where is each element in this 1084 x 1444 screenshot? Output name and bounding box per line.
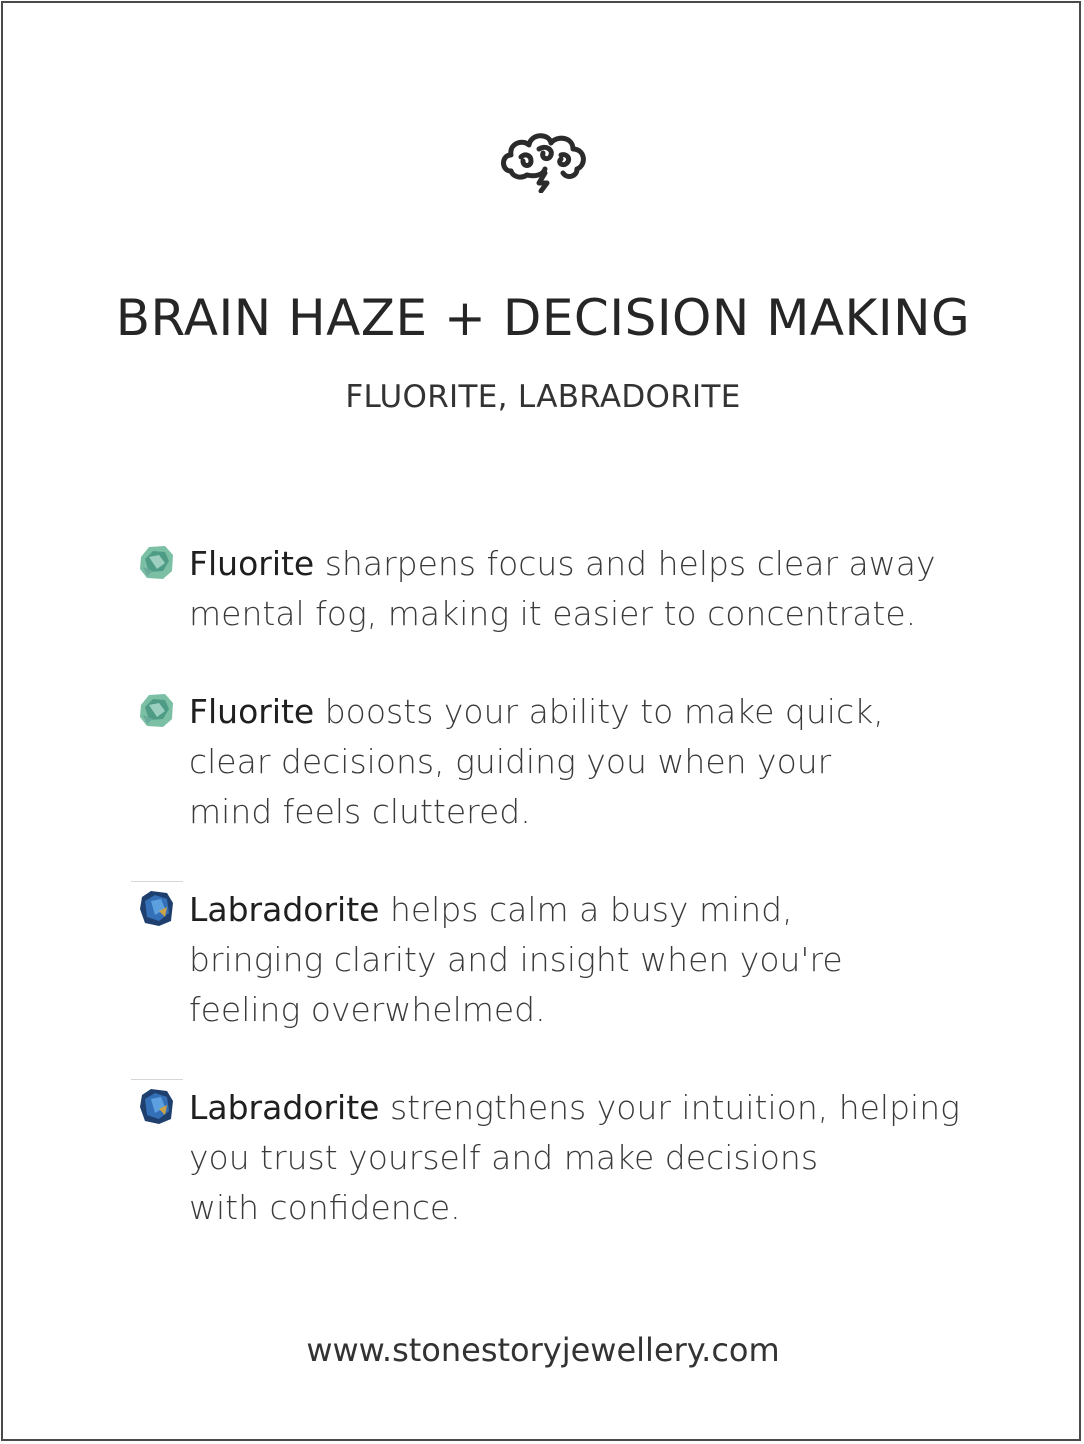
page-title: BRAIN HAZE + DECISION MAKING bbox=[115, 288, 971, 347]
benefit-line: you trust yourself and make decisions bbox=[189, 1138, 819, 1177]
benefit-text bbox=[189, 885, 995, 1035]
benefit-item-labradorite-intuition bbox=[135, 1083, 995, 1233]
divider bbox=[131, 881, 183, 882]
labradorite-stone-icon bbox=[135, 1085, 177, 1127]
benefit-line: bringing clarity and insight when you're bbox=[189, 940, 843, 979]
benefit-line: boosts your ability to make quick, bbox=[324, 692, 884, 731]
benefit-line: sharpens focus and helps clear away bbox=[324, 544, 936, 583]
stone-name: Labradorite bbox=[189, 1088, 380, 1127]
benefit-text bbox=[189, 1083, 995, 1233]
stone-name: Fluorite bbox=[189, 544, 315, 583]
stones-subtitle: FLUORITE, LABRADORITE bbox=[345, 379, 741, 415]
info-card bbox=[1, 1, 1081, 1441]
benefit-line: feeling overwhelmed. bbox=[189, 990, 546, 1029]
benefit-line: strengthens your intuition, helping bbox=[389, 1088, 960, 1127]
benefit-line: with confidence. bbox=[189, 1188, 461, 1227]
benefit-item-fluorite-focus bbox=[135, 539, 995, 639]
brain-lightning-icon bbox=[499, 127, 591, 193]
benefit-text bbox=[189, 539, 995, 639]
divider bbox=[131, 1079, 183, 1080]
benefit-item-labradorite-calm bbox=[135, 885, 995, 1035]
benefit-item-fluorite-decisions bbox=[135, 687, 995, 837]
fluorite-stone-icon bbox=[135, 541, 177, 583]
fluorite-stone-icon bbox=[135, 689, 177, 731]
benefit-line: mental fog, making it easier to concentrate. bbox=[189, 594, 917, 633]
benefit-line: helps calm a busy mind, bbox=[389, 890, 793, 929]
benefit-line: clear decisions, guiding you when your bbox=[189, 742, 832, 781]
stone-name: Fluorite bbox=[189, 692, 315, 731]
benefit-line: mind feels cluttered. bbox=[189, 792, 531, 831]
labradorite-stone-icon bbox=[135, 887, 177, 929]
website-url: www.stonestoryjewellery.com bbox=[306, 1331, 780, 1369]
stone-name: Labradorite bbox=[189, 890, 380, 929]
benefit-text bbox=[189, 687, 995, 837]
